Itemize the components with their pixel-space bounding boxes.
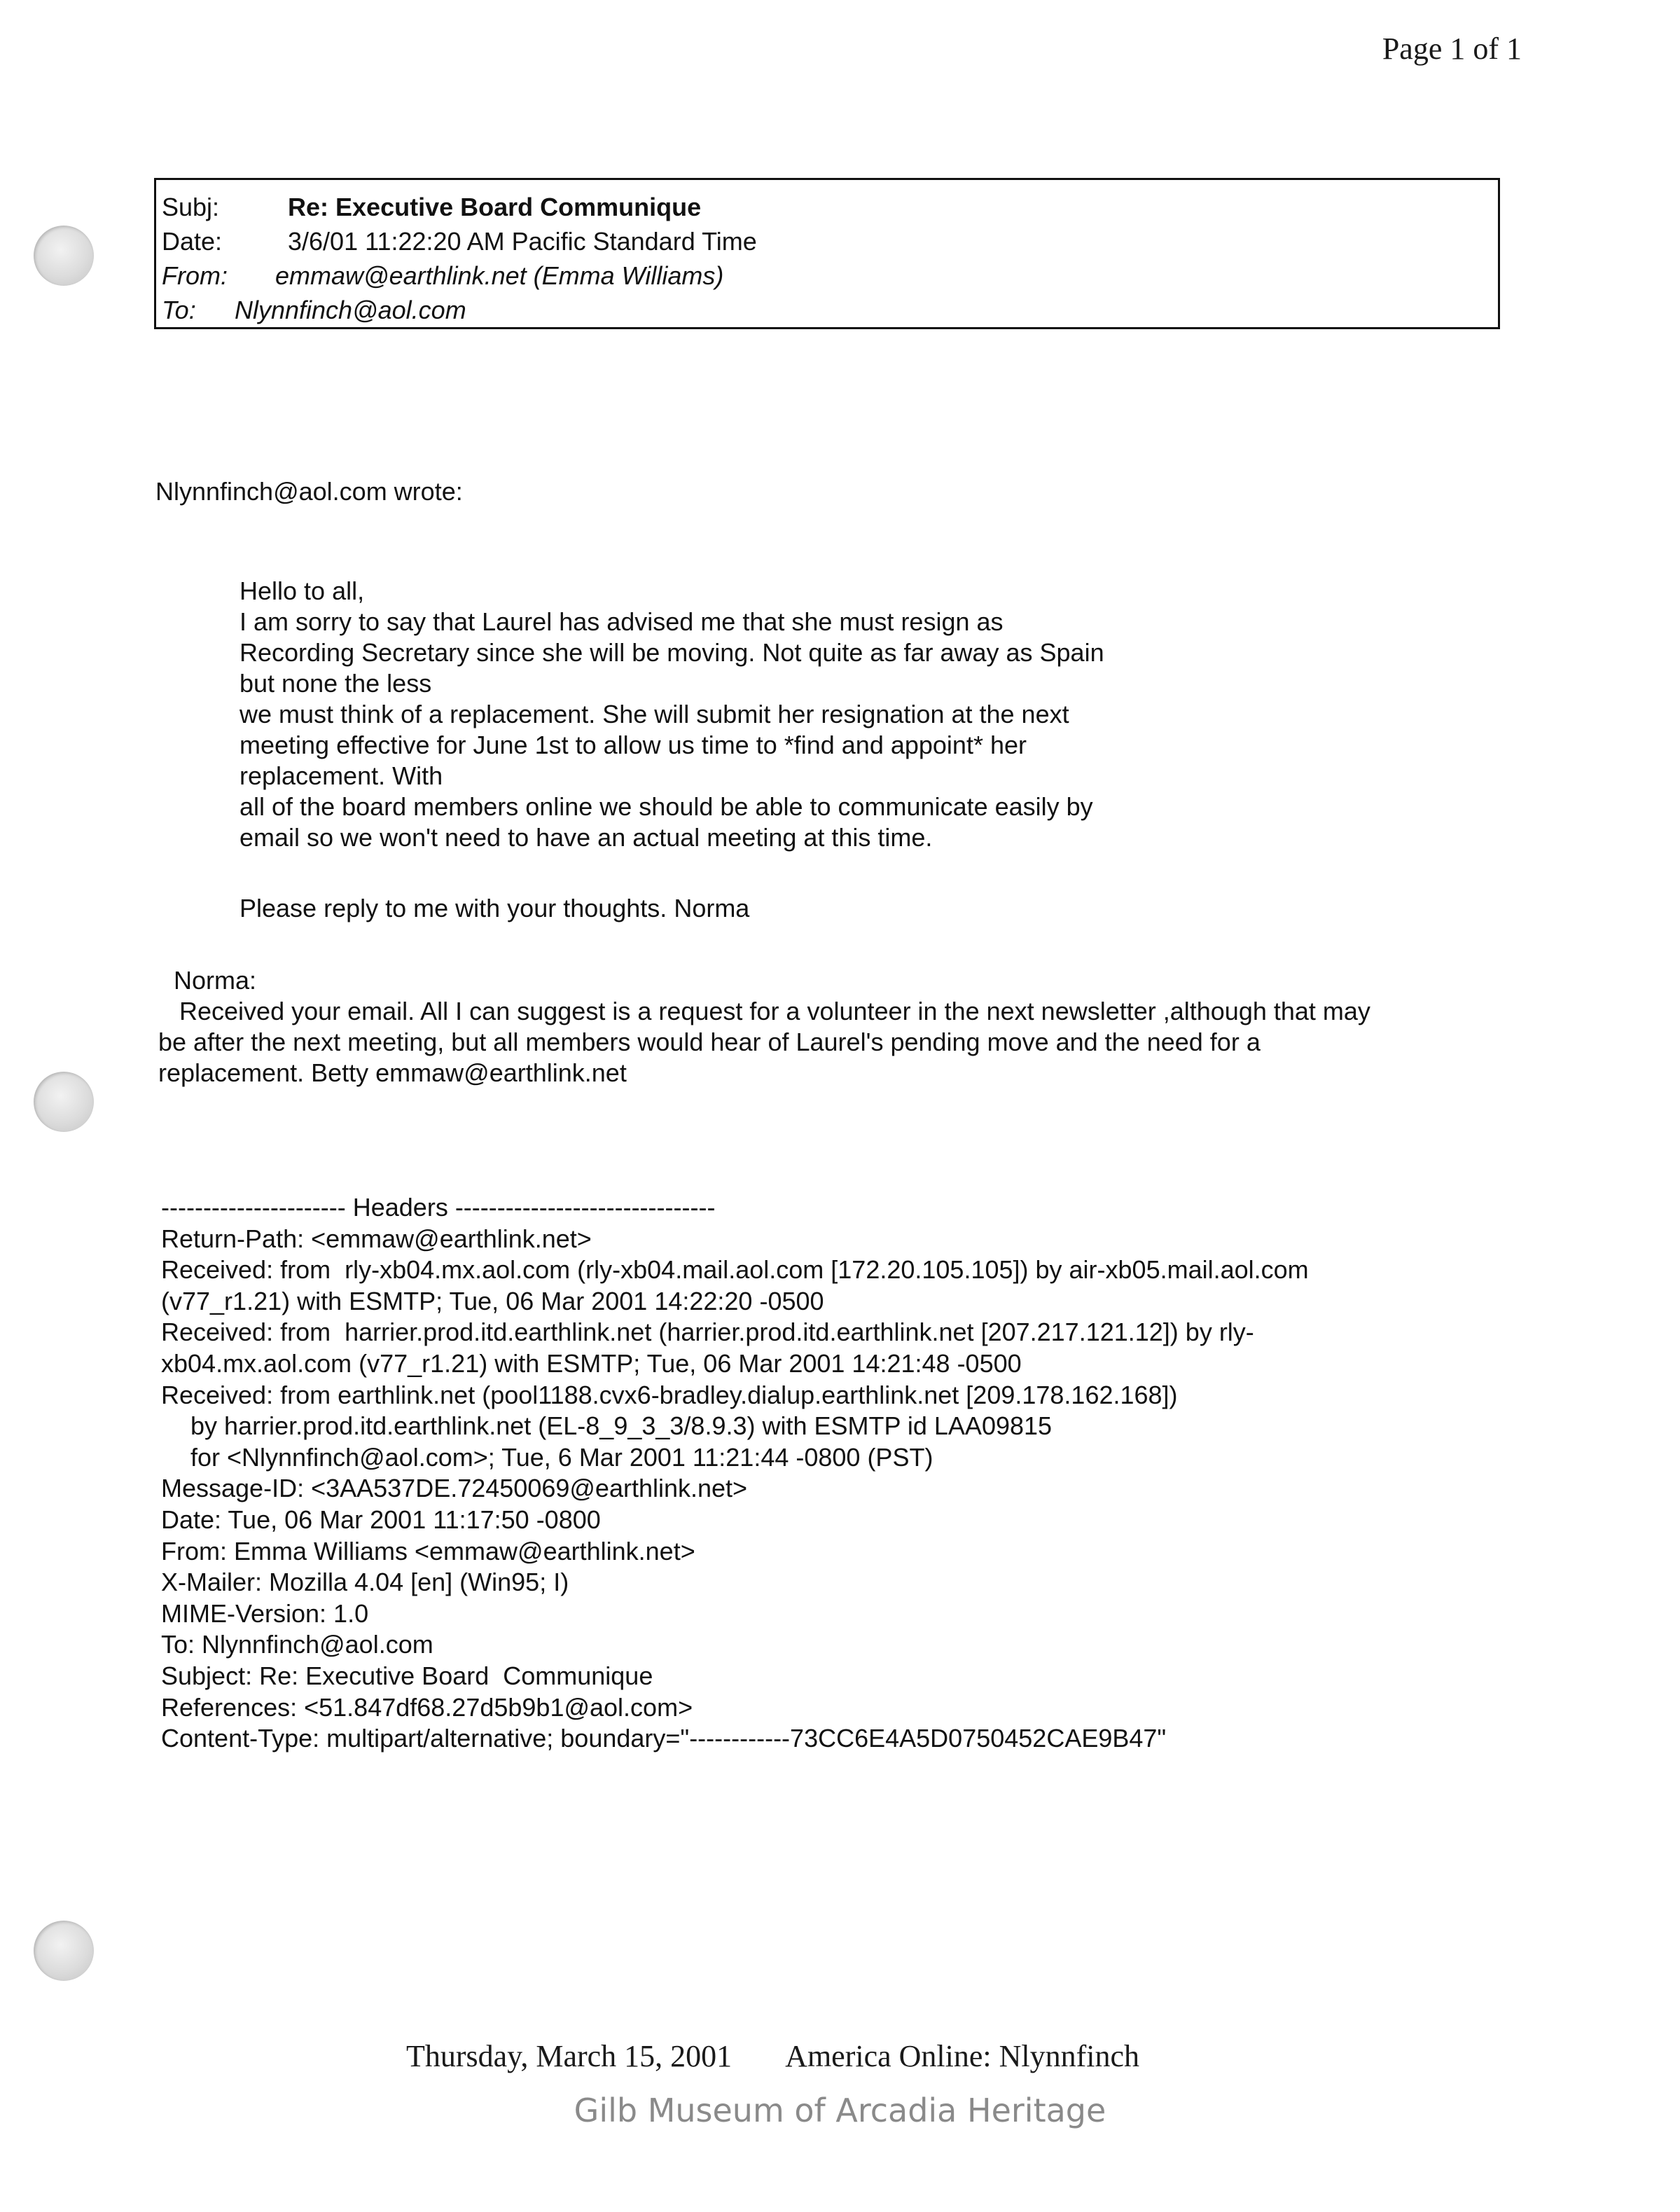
header-line: To: Nlynnfinch@aol.com bbox=[161, 1630, 433, 1659]
raw-headers bbox=[161, 1192, 1309, 1755]
punch-hole-middle bbox=[34, 1072, 94, 1132]
header-line: Message-ID: <3AA537DE.72450069@earthlink.net> bbox=[161, 1474, 748, 1503]
quoted-line: we must think of a replacement. She will submit her resignation at the next bbox=[239, 700, 1069, 728]
header-line: for <Nlynnfinch@aol.com>; Tue, 6 Mar 2001 11:21:44 -0800 (PST) bbox=[190, 1442, 933, 1472]
date-row bbox=[162, 224, 1498, 258]
punch-hole-bottom bbox=[34, 1921, 94, 1981]
museum-watermark: Gilb Museum of Arcadia Heritage bbox=[574, 2092, 1106, 2129]
reply-line: Received your email. All I can suggest is a request for a volunteer in the next newsletter ,although that may bbox=[158, 997, 1370, 1025]
quoted-line: I am sorry to say that Laurel has advised me that she must resign as bbox=[239, 607, 1004, 636]
quoted-line: Hello to all, bbox=[239, 576, 365, 605]
header-line: Return-Path: <emmaw@earthlink.net> bbox=[161, 1224, 592, 1253]
to-label: To: bbox=[162, 296, 196, 324]
header-line: Content-Type: multipart/alternative; boundary="------------73CC6E4A5D0750452CAE9B47" bbox=[161, 1724, 1167, 1753]
headers-title: ---------------------- Headers ------------------------------- bbox=[161, 1193, 716, 1222]
page-number: Page 1 of 1 bbox=[1382, 32, 1522, 66]
quoted-line: email so we won't need to have an actual meeting at this time. bbox=[239, 823, 933, 852]
punch-hole-top bbox=[34, 226, 94, 286]
to-row bbox=[162, 293, 1498, 327]
footer-account: America Online: Nlynnfinch bbox=[785, 2039, 1140, 2073]
reply-line: be after the next meeting, but all members would hear of Laurel's pending move and the need for a bbox=[158, 1028, 1261, 1056]
subject-row bbox=[162, 190, 1498, 224]
footer-date: Thursday, March 15, 2001 bbox=[406, 2039, 733, 2073]
header-line: From: Emma Williams <emmaw@earthlink.net> bbox=[161, 1536, 695, 1565]
quoted-line: replacement. With bbox=[239, 761, 443, 790]
quoted-message bbox=[239, 576, 1104, 853]
reply-line: replacement. Betty emmaw@earthlink.net bbox=[158, 1058, 627, 1087]
email-header-box bbox=[154, 178, 1500, 329]
date-value: 3/6/01 11:22:20 AM Pacific Standard Time bbox=[288, 227, 757, 256]
quoted-line: Recording Secretary since she will be moving. Not quite as far away as Spain bbox=[239, 638, 1104, 667]
header-line: by harrier.prod.itd.earthlink.net (EL-8_9_3_3/8.9.3) with ESMTP id LAA09815 bbox=[190, 1411, 1053, 1441]
print-footer bbox=[406, 2038, 1139, 2074]
reply-greeting: Norma: bbox=[174, 966, 257, 995]
header-line: Received: from harrier.prod.itd.earthlink.net (harrier.prod.itd.earthlink.net [207.217.121.12]) by rly- bbox=[161, 1318, 1254, 1347]
subject-label: Subj: bbox=[162, 193, 220, 221]
quoted-signoff: Please reply to me with your thoughts. Norma bbox=[239, 894, 750, 922]
reply-body bbox=[158, 996, 1370, 1088]
header-line: (v77_r1.21) with ESMTP; Tue, 06 Mar 2001 14:22:20 -0500 bbox=[161, 1286, 824, 1315]
header-line: MIME-Version: 1.0 bbox=[161, 1598, 369, 1628]
header-line: References: <51.847df68.27d5b9b1@aol.com> bbox=[161, 1692, 693, 1722]
header-line: Date: Tue, 06 Mar 2001 11:17:50 -0800 bbox=[161, 1505, 601, 1534]
quoted-line: meeting effective for June 1st to allow us time to *find and appoint* her bbox=[239, 731, 1027, 759]
header-line: Received: from rly-xb04.mx.aol.com (rly-xb04.mail.aol.com [172.20.105.105]) by air-xb05.mail.aol.com bbox=[161, 1255, 1309, 1285]
subject-value: Re: Executive Board Communique bbox=[288, 193, 702, 221]
quoted-line: but none the less bbox=[239, 669, 432, 698]
date-label: Date: bbox=[162, 227, 223, 256]
header-line: xb04.mx.aol.com (v77_r1.21) with ESMTP; Tue, 06 Mar 2001 14:21:48 -0500 bbox=[161, 1348, 1022, 1378]
to-value: Nlynnfinch@aol.com bbox=[235, 296, 466, 324]
header-line: Received: from earthlink.net (pool1188.cvx6-bradley.dialup.earthlink.net [209.178.162.168]) bbox=[161, 1380, 1178, 1409]
from-value: emmaw@earthlink.net (Emma Williams) bbox=[275, 261, 724, 290]
header-line: Subject: Re: Executive Board Communique bbox=[161, 1661, 653, 1690]
header-line: X-Mailer: Mozilla 4.04 [en] (Win95; I) bbox=[161, 1568, 569, 1597]
from-row bbox=[162, 258, 1498, 293]
from-label: From: bbox=[162, 261, 228, 290]
quoted-line: all of the board members online we should be able to communicate easily by bbox=[239, 792, 1093, 821]
wrote-line: Nlynnfinch@aol.com wrote: bbox=[155, 477, 463, 506]
